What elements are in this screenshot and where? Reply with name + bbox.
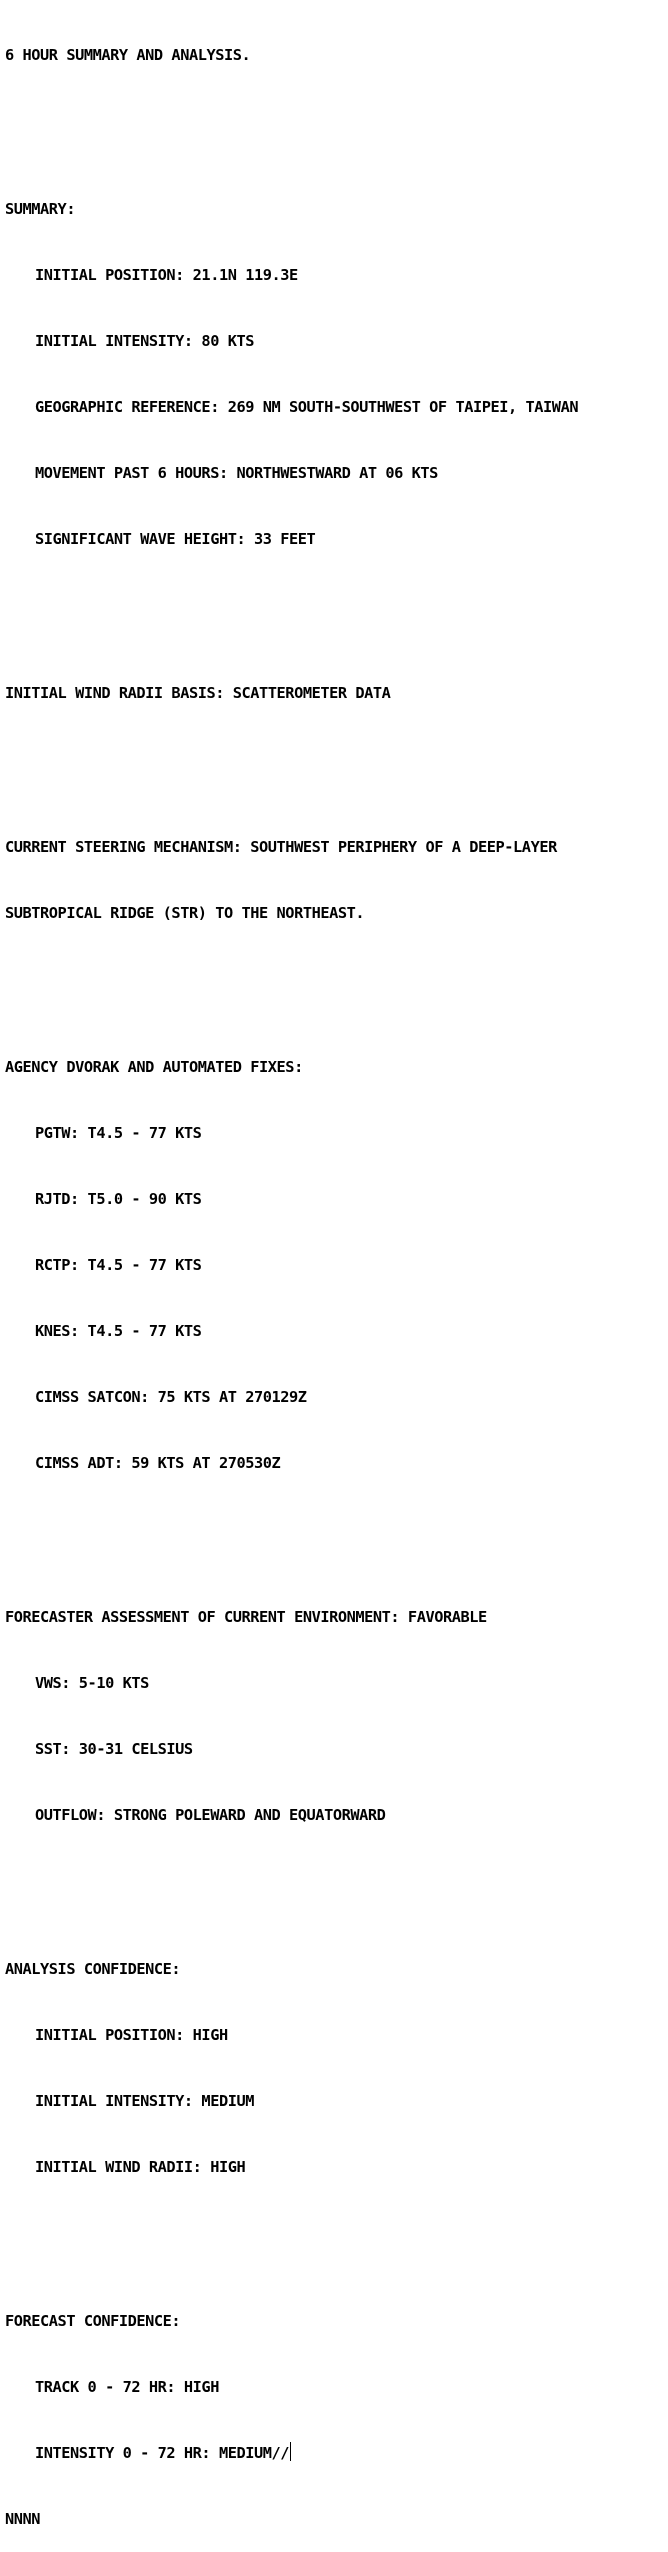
steering-line: CURRENT STEERING MECHANISM: SOUTHWEST PERIPHERY OF A DEEP-LAYER <box>5 838 557 856</box>
summary-line: INITIAL INTENSITY: 80 KTS <box>35 332 254 350</box>
text-cursor <box>290 2442 291 2461</box>
fix-line: CIMSS ADT: 59 KTS AT 270530Z <box>35 1454 281 1472</box>
environment-line: VWS: 5-10 KTS <box>35 1674 149 1692</box>
bulletin-footer: NNNN <box>5 2510 41 2528</box>
summary-line: SIGNIFICANT WAVE HEIGHT: 33 FEET <box>35 530 316 548</box>
fixes-heading: AGENCY DVORAK AND AUTOMATED FIXES: <box>5 1058 303 1076</box>
bulletin-text[interactable] <box>5 0 578 2552</box>
analysis-confidence-heading: ANALYSIS CONFIDENCE: <box>5 1960 181 1978</box>
blank-line <box>5 594 578 616</box>
environment-line: SST: 30-31 CELSIUS <box>35 1740 193 1758</box>
blank-line <box>5 1870 578 1892</box>
summary-line: MOVEMENT PAST 6 HOURS: NORTHWESTWARD AT 06 KTS <box>35 464 438 482</box>
analysis-confidence-line: INITIAL WIND RADII: HIGH <box>35 2158 246 2176</box>
summary-line: INITIAL POSITION: 21.1N 119.3E <box>35 266 298 284</box>
blank-line <box>5 748 578 770</box>
forecast-confidence-line <box>5 2442 578 2464</box>
fix-line: RJTD: T5.0 - 90 KTS <box>35 1190 202 1208</box>
fix-line: PGTW: T4.5 - 77 KTS <box>35 1124 202 1142</box>
fix-line: KNES: T4.5 - 77 KTS <box>35 1322 202 1340</box>
fix-line: CIMSS SATCON: 75 KTS AT 270129Z <box>35 1388 307 1406</box>
summary-line: GEOGRAPHIC REFERENCE: 269 NM SOUTH-SOUTHWEST OF TAIPEI, TAIWAN <box>35 398 579 416</box>
forecast-confidence-text: INTENSITY 0 - 72 HR: MEDIUM// <box>35 2444 290 2462</box>
blank-line <box>5 968 578 990</box>
forecast-confidence-heading: FORECAST CONFIDENCE: <box>5 2312 181 2330</box>
forecast-confidence-line: TRACK 0 - 72 HR: HIGH <box>35 2378 219 2396</box>
blank-line <box>5 110 578 132</box>
environment-line: OUTFLOW: STRONG POLEWARD AND EQUATORWARD <box>35 1806 386 1824</box>
blank-line <box>5 2222 578 2244</box>
summary-heading: SUMMARY: <box>5 200 76 218</box>
wind-radii-line: INITIAL WIND RADII BASIS: SCATTEROMETER DATA <box>5 684 391 702</box>
fix-line: RCTP: T4.5 - 77 KTS <box>35 1256 202 1274</box>
environment-heading: FORECASTER ASSESSMENT OF CURRENT ENVIRONMENT: FAVORABLE <box>5 1608 487 1626</box>
bulletin-header: 6 HOUR SUMMARY AND ANALYSIS. <box>5 46 251 64</box>
steering-line: SUBTROPICAL RIDGE (STR) TO THE NORTHEAST. <box>5 904 365 922</box>
analysis-confidence-line: INITIAL INTENSITY: MEDIUM <box>35 2092 254 2110</box>
blank-line <box>5 1518 578 1540</box>
analysis-confidence-line: INITIAL POSITION: HIGH <box>35 2026 228 2044</box>
